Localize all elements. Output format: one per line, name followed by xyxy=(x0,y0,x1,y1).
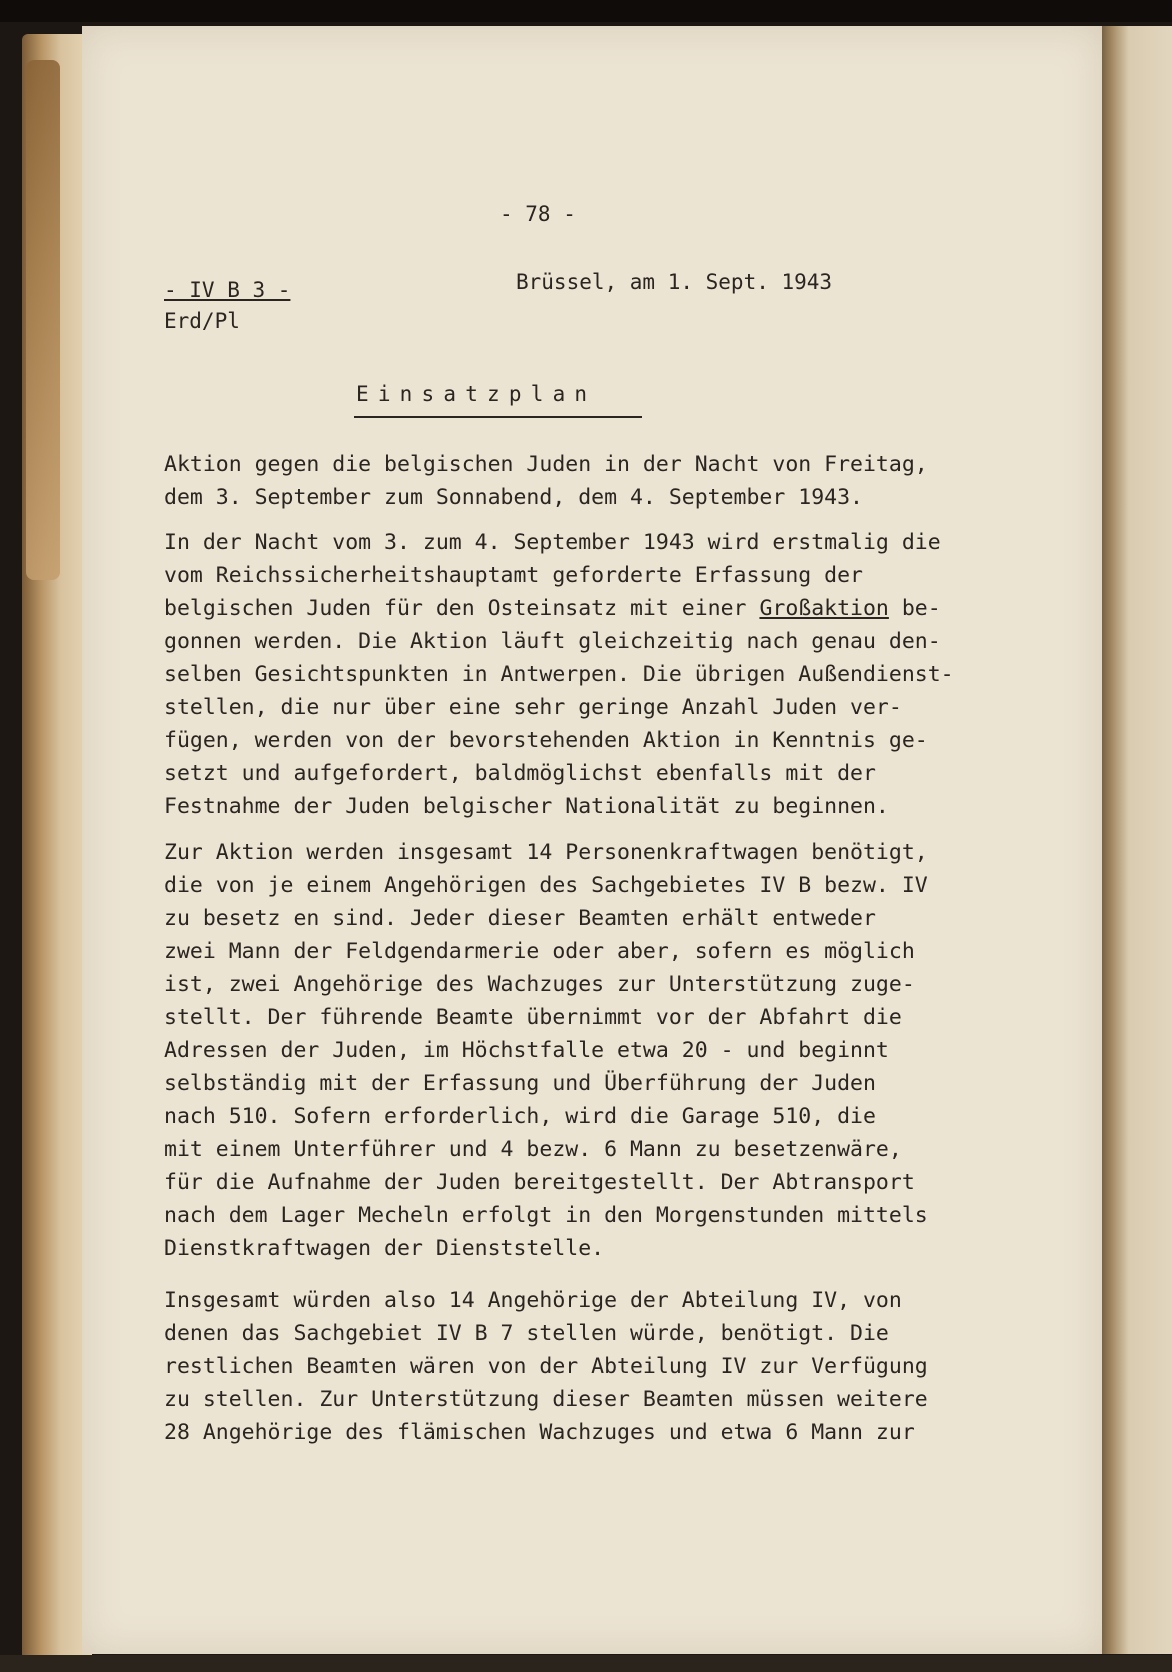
text-line: 28 Angehörige des flämischen Wachzuges und etwa 6 Mann zur xyxy=(164,1420,915,1445)
text-line: nach dem Lager Mecheln erfolgt in den Morgenstunden mittels xyxy=(164,1203,928,1228)
paragraph-2 xyxy=(164,526,1014,823)
text-line: mit einem Unterführer und 4 bezw. 6 Mann zu besetzenwäre, xyxy=(164,1137,902,1162)
text-line: Zur Aktion werden insgesamt 14 Personenkraftwagen benötigt, xyxy=(164,840,928,865)
text-line: dem 3. September zum Sonnabend, dem 4. September 1943. xyxy=(164,485,863,510)
text-line: Festnahme der Juden belgischer Nationalität zu beginnen. xyxy=(164,794,889,819)
scan-top-border xyxy=(0,0,1172,22)
text-line: Dienstkraftwagen der Dienststelle. xyxy=(164,1236,605,1261)
text-line: selben Gesichtspunkten in Antwerpen. Die übrigen Außendienst- xyxy=(164,662,954,687)
scan-bottom-border xyxy=(0,1655,1172,1672)
text-line: Aktion gegen die belgischen Juden in der Nacht von Freitag, xyxy=(164,452,928,477)
document-title: Einsatzplan xyxy=(356,382,597,406)
text-line: restlichen Beamten wären von der Abteilung IV zur Verfügung xyxy=(164,1354,928,1379)
text-line: vom Reichssicherheitshauptamt geforderte Erfassung der xyxy=(164,563,863,588)
text-line: fügen, werden von der bevorstehenden Aktion in Kenntnis ge- xyxy=(164,728,928,753)
text-line: In der Nacht vom 3. zum 4. September 1943 wird erstmalig die xyxy=(164,530,941,555)
text-line: Insgesamt würden also 14 Angehörige der Abteilung IV, von xyxy=(164,1288,902,1313)
text-line: zwei Mann der Feldgendarmerie oder aber, sofern es möglich xyxy=(164,939,915,964)
underlined-word: Großaktion xyxy=(759,596,889,621)
text-line xyxy=(164,592,1014,625)
department-code: - IV B 3 - xyxy=(164,278,291,302)
text-segment: belgischen Juden für den Osteinsatz mit einer xyxy=(164,596,760,621)
page-edge-stain xyxy=(26,60,60,580)
text-segment: be- xyxy=(888,596,941,621)
text-line: zu besetz en sind. Jeder dieser Beamten erhält entweder xyxy=(164,906,876,931)
text-line: stellt. Der führende Beamte übernimmt vor der Abfahrt die xyxy=(164,1005,902,1030)
text-line: gonnen werden. Die Aktion läuft gleichzeitig nach genau den- xyxy=(164,629,941,654)
text-line: stellen, die nur über eine sehr geringe Anzahl Juden ver- xyxy=(164,695,902,720)
text-line: Adressen der Juden, im Höchstfalle etwa 20 - und beginnt xyxy=(164,1038,889,1063)
text-line: die von je einem Angehörigen des Sachgebietes IV B bezw. IV xyxy=(164,873,928,898)
text-line: zu stellen. Zur Unterstützung dieser Beamten müssen weitere xyxy=(164,1387,928,1412)
paragraph-3 xyxy=(164,836,1014,1265)
text-line: denen das Sachgebiet IV B 7 stellen würde, benötigt. Die xyxy=(164,1321,889,1346)
text-line: selbständig mit der Erfassung und Überführung der Juden xyxy=(164,1071,876,1096)
reference-code: Erd/Pl xyxy=(164,309,240,333)
paragraph-4 xyxy=(164,1284,1014,1449)
text-line: nach 510. Sofern erforderlich, wird die Garage 510, die xyxy=(164,1104,876,1129)
adjacent-page-edge xyxy=(1100,26,1172,1654)
title-underline xyxy=(354,416,642,418)
paragraph-1 xyxy=(164,448,1014,514)
text-line: ist, zwei Angehörige des Wachzuges zur Unterstützung zuge- xyxy=(164,972,915,997)
text-line: für die Aufnahme der Juden bereitgestellt. Der Abtransport xyxy=(164,1170,915,1195)
page-number: - 78 - xyxy=(500,202,576,226)
text-line: setzt und aufgefordert, baldmöglichst ebenfalls mit der xyxy=(164,761,876,786)
place-and-date: Brüssel, am 1. Sept. 1943 xyxy=(516,270,833,294)
